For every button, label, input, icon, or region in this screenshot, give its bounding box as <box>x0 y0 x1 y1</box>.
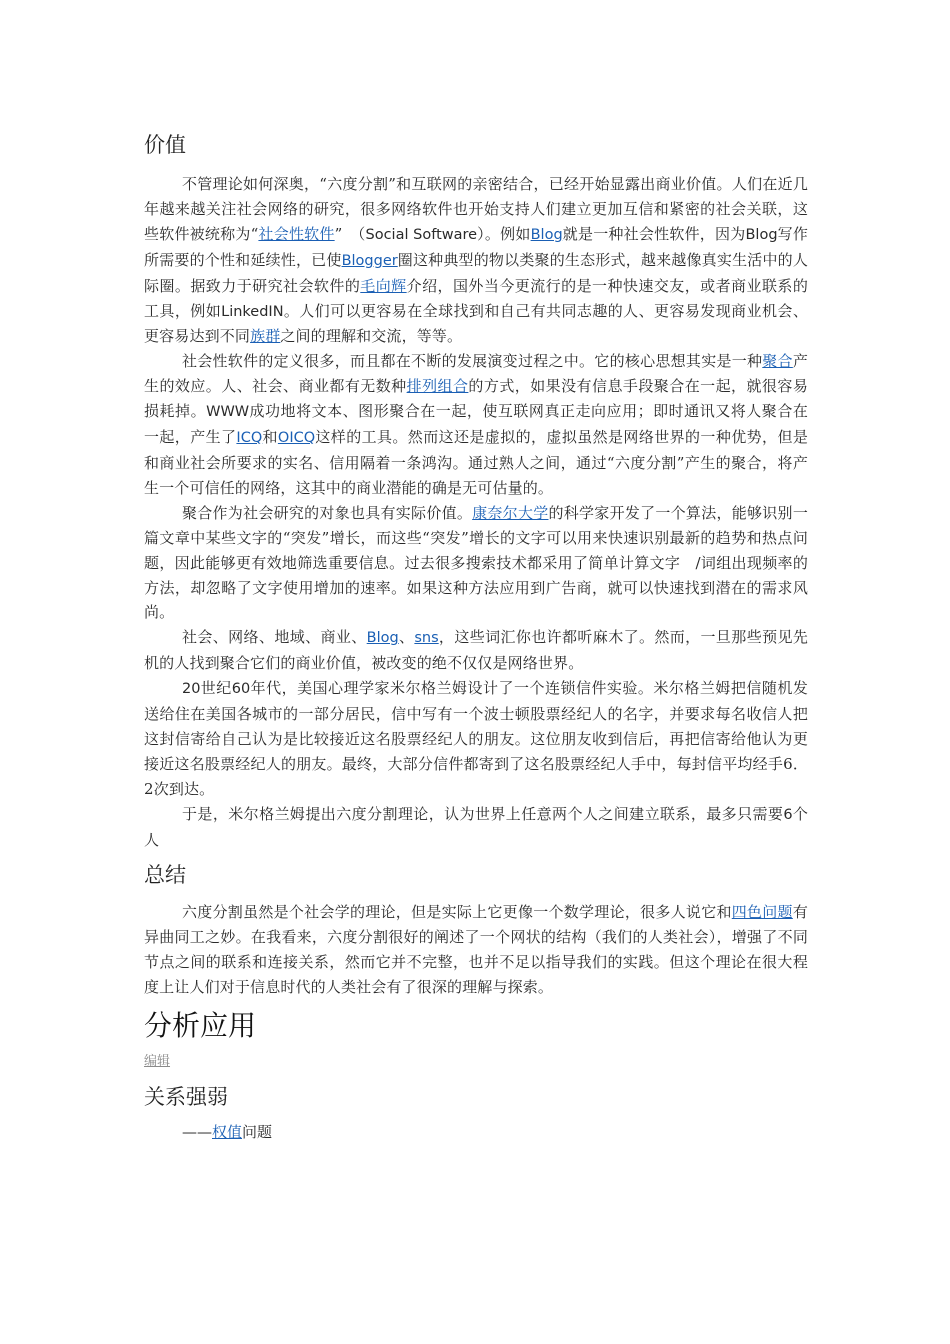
text: 之间的理解和交流，等等。 <box>280 327 463 346</box>
text: 的科学家开发了一个算法，能够识别一篇文章中某些文字的“突发”增长，而这些“突发”增长的文字可以用来快速识别最新的趋势和热点问题，因此能够更有效地筛选重要信息。过去很多搜索技术都采用了简单计算文字 /词组出现频率的方法，却忽略了文字使用增加的速率。如果这种方法应用到广告商，就可以快速找到潜在的需求风尚。 <box>144 503 808 622</box>
link-blogger[interactable]: Blogger <box>341 252 398 269</box>
text: 不管理论如何深奥，“六度分割”和互联网的亲密结合，已经开始显露出商业价值。人们在近几年越来越关注社会网络的研究，很多网络软件也开始支持人们建立更加互信和紧密的社会关联，这些软件被统称为“ <box>144 175 808 243</box>
paragraph-six-degrees-theory <box>144 802 808 853</box>
weight-problem-line <box>144 1120 808 1144</box>
text: 60 <box>231 681 251 698</box>
text: 于是，米尔格兰姆提出六度分割理论，认为世界上任意两个人之间建立联系，最多只需要 <box>182 804 784 823</box>
text: LinkedIN <box>221 303 284 320</box>
paragraph-social-software <box>144 172 808 349</box>
text: 次到达。 <box>153 779 215 798</box>
paragraph-cornell <box>144 501 808 626</box>
link-aggregate[interactable]: 聚合 <box>762 352 793 371</box>
text: 这样的工具。然而这还是虚拟的，虚拟虽然是网络世界的一种优势，但是和商业社会所要求的实名、信用隔着一条鸿沟。通过熟人之间，通过“六度分割”产生的聚合，将产生一个可信任的网络，这其中的商业潜能的确是无可估量的。 <box>144 428 808 497</box>
link-mao-xianghui[interactable]: 毛向辉 <box>360 276 407 295</box>
text: ）。例如 <box>477 224 531 243</box>
section-heading-analysis: 分析应用 <box>144 1009 257 1043</box>
text: 6．2 <box>144 754 809 798</box>
link-oicq[interactable]: OICQ <box>277 430 316 447</box>
section-heading-relationship-strength: 关系强弱 <box>144 1085 228 1110</box>
paragraph-keywords <box>144 625 808 676</box>
text: 年代，美国心理学家米尔格兰姆设计了一个连锁信件实验。米尔格兰姆把信随机发送给住在美国各城市的一部分居民，信中写有一个波士顿股票经纪人的名字，并要求每名收信人把这封信寄给自己认为是比较接近这名股票经纪人的朋友。这位朋友收到信后，再把信寄给他认为更接近这名股票经纪人的朋友。最终，大部分信件都寄到了这名股票经纪人手中，每封信平均经手 <box>144 679 808 773</box>
text: 6 <box>783 806 793 823</box>
text: —— <box>182 1123 212 1142</box>
text: ，这些词汇你也许都听麻木了。然而，一旦那些预见先机的人找到聚合它们的商业价值，被改变的绝不仅仅是网络世界。 <box>144 628 809 673</box>
text: 社会性软件的定义很多，而且都在不断的发展演变过程之中。它的核心思想其实是一种 <box>182 352 763 371</box>
text: 聚合作为社会研究的对象也具有实际价值。 <box>182 503 473 522</box>
text: 个人 <box>144 804 808 849</box>
text: 写作所需要的个性和延续性，已使 <box>144 224 809 269</box>
text: 问题 <box>242 1123 273 1142</box>
text: 介绍，国外当今更流行的是一种快速交友，或者商业联系的工具，例如 <box>144 276 809 320</box>
link-blog-2[interactable]: Blog <box>366 630 399 647</box>
text: 有异曲同工之妙。在我看来，六度分割很好的阐述了一个网状的结构（我们的人类社会），增强了不同节点之间的联系和连接关系，然而它并不完整，也并不足以指导我们的实践。但这个理论在很大程度上让人们对于信息时代的人类社会有了很深的理解与探索。 <box>144 903 808 997</box>
section-heading-summary: 总结 <box>144 863 186 888</box>
link-blog[interactable]: Blog <box>530 226 563 243</box>
article-content <box>144 130 808 1144</box>
section-heading-value: 价值 <box>144 133 186 157</box>
edit-link[interactable]: 编辑 <box>144 1054 171 1070</box>
text: 成功地将文本、图形聚合在一起，使互联网真正走向应用；即时通讯又将人聚合在一起，产生了 <box>144 402 809 447</box>
text: Social Software <box>365 226 478 243</box>
link-four-color-problem[interactable]: 四色问题 <box>731 903 793 922</box>
link-icq[interactable]: ICQ <box>236 430 263 447</box>
text: 、 <box>398 628 415 647</box>
text: 六度分割虽然是个社会学的理论，但是实际上它更像一个数学理论，很多人说它和 <box>182 903 732 922</box>
text: 世纪 <box>200 679 232 698</box>
text: 20 <box>182 681 201 698</box>
text: 产生的效应。人、社会、商业都有无数种 <box>144 352 808 396</box>
paragraph-milgram-experiment <box>144 676 808 802</box>
text: 就是一种社会性软件，因为 <box>562 224 746 243</box>
link-cornell[interactable]: 康奈尔大学 <box>472 503 549 522</box>
text: 。人们可以更容易在全球找到和自己有共同志趣的人、更容易发现商业机会、更容易达到不同 <box>144 301 808 346</box>
text: 的方式，如果没有信息手段聚合在一起，就很容易损耗掉。 <box>144 377 808 421</box>
link-ethnic-group[interactable]: 族群 <box>250 327 281 346</box>
link-weight[interactable]: 权值 <box>212 1123 243 1142</box>
link-permutation[interactable]: 排列组合 <box>406 377 469 396</box>
paragraph-aggregation <box>144 349 808 500</box>
text: 社会、网络、地域、商业、 <box>182 628 367 647</box>
text: ” （ <box>334 224 366 243</box>
text: Blog <box>745 226 778 243</box>
text: WWW <box>206 404 250 421</box>
paragraph-summary <box>144 900 808 1000</box>
link-social-software[interactable]: 社会性软件 <box>258 224 335 243</box>
text: 圈这种典型的物以类聚的生态形式，越来越像真实生活中的人际圈。据致力于研究社会软件的 <box>144 250 809 295</box>
text: 和 <box>262 428 278 447</box>
link-sns[interactable]: sns <box>414 630 439 647</box>
